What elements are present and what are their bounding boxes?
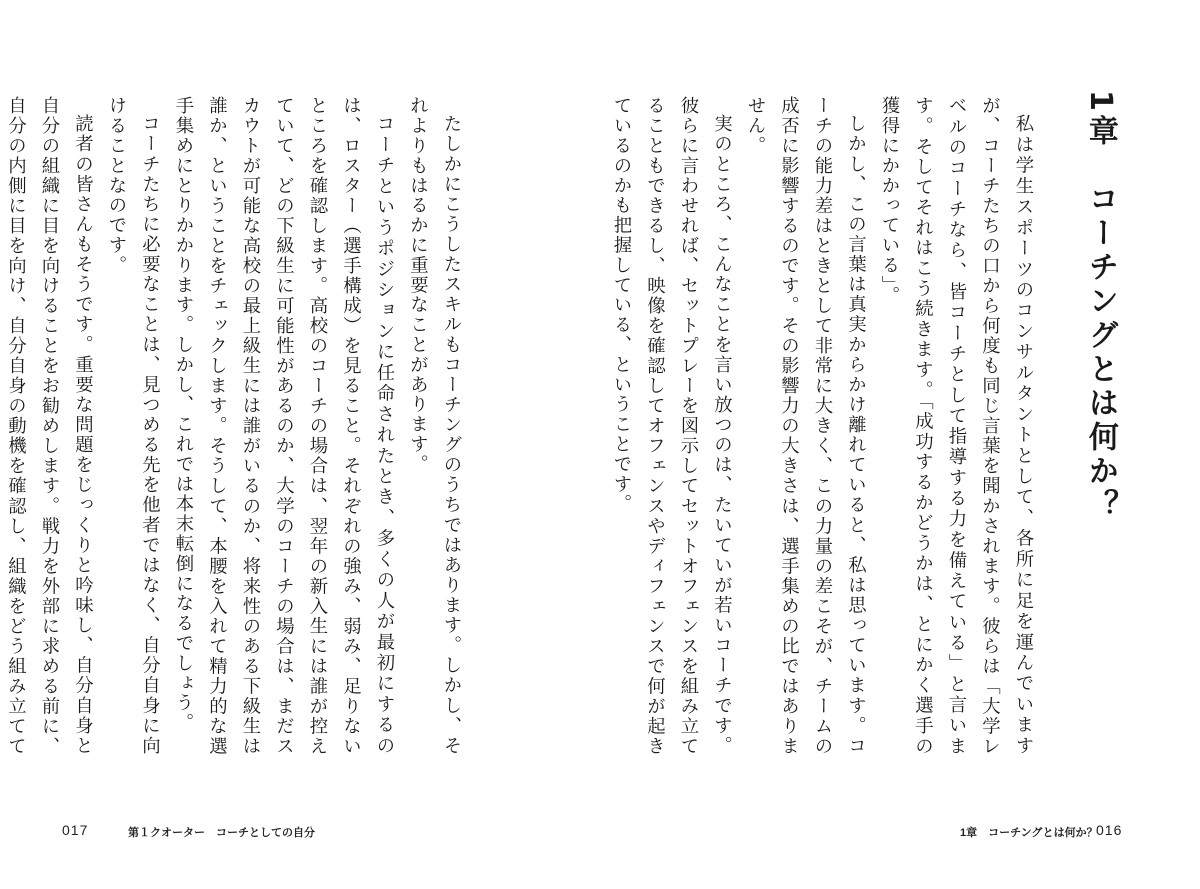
right-page-body [600, 96, 1040, 756]
paragraph: 私は学生スポーツのコンサルタントとして、各所に足を運んでいますが、コーチたちの口から何度も同じ言葉を聞かされます。彼らは「大学レベルのコーチなら、皆コーチとして指導する力を備えている」と言います。そしてそれはこう続きます。「成功するかどうかは、とにかく選手の獲得にかかっている」。 [879, 96, 1034, 756]
right-page [600, 0, 1200, 889]
paragraph: しかし、この言葉は真実からかけ離れていると、私は思っています。コーチの能力差はときとして非常に大きく、この力量の差こそが、チームの成否に影響するのです。その影響力の大きさは、選手集めの比ではありません。 [745, 96, 867, 756]
left-page-body [0, 96, 468, 756]
running-head-right: 1章 コーチングとは何か？ [960, 827, 1098, 839]
paragraph: たしかにこうしたスキルもコーチングのうちではあります。しかし、それよりもはるかに重要なことがあります。 [407, 96, 462, 756]
chapter-title: 1章 コーチングとは何か？ [1082, 90, 1118, 523]
paragraph: コーチたちに必要なことは、見つめる先を他者ではなく、自分自身に向けることなのです。 [106, 96, 161, 756]
running-head-left: 第１クオーター コーチとしての自分 [128, 827, 315, 839]
page-number-right: 016 [1096, 822, 1123, 838]
page-number-left: 017 [62, 822, 89, 838]
paragraph: 読者の皆さんもそうです。重要な問題をじっくりと吟味し、自分自身と自分の組織に目を向けることをお勧めします。戦力を外部に求める前に、自分の内側に目を向け、自分自身の動機を確認し、組織をどう組み立てて [5, 96, 94, 756]
paragraph: 実のところ、こんなことを言い放つのは、たいていが若いコーチです。彼らに言わせれば、セットプレーを図示してセットオフェンスを組み立てることもできるし、映像を確認してオフェンスやディフェンスで何が起きているのかも把握している、ということです。 [611, 96, 733, 756]
paragraph: コーチというポジションに任命されたとき、多くの人が最初にするのは、ロスター（選手構成）を見ること。それぞれの強み、弱み、足りないところを確認します。高校のコーチの場合は、翌年の新入生には誰が控えていて、どの下級生に可能性があるのか、大学のコーチの場合は、まだスカウトが可能な高校の最上級生には誰がいるのか、将来性のある下級生は誰か、ということをチェックします。そうして、本腰を入れて精力的な選手集めにとりかかります。しかし、これでは本末転倒になるでしょう。 [173, 96, 395, 756]
